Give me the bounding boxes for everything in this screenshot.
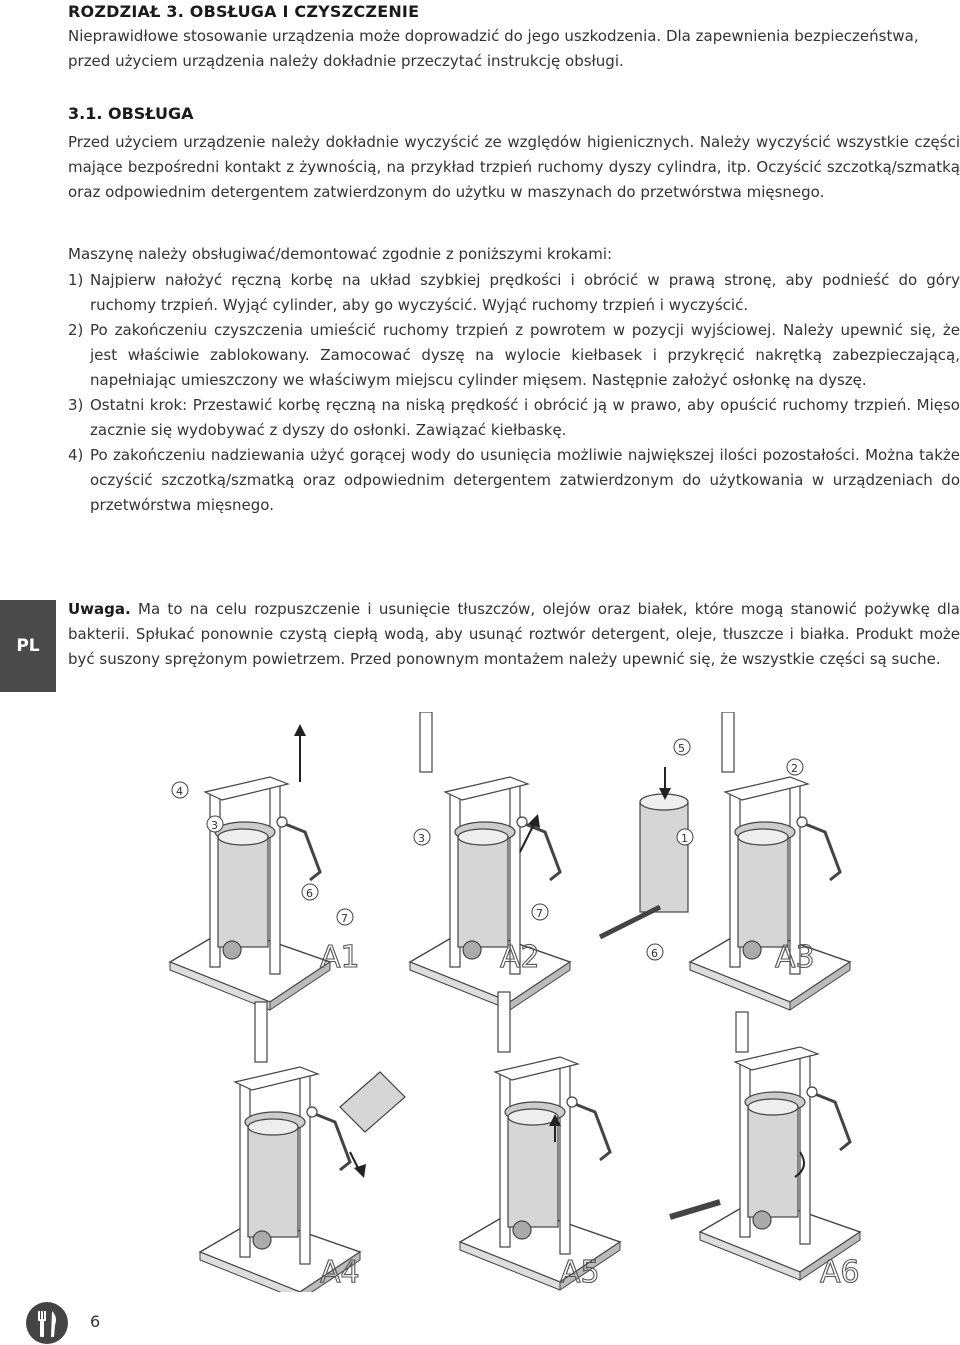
step-item: [68, 318, 960, 393]
figure-a3: [600, 712, 850, 1010]
svg-text:3: 3: [418, 832, 425, 845]
step-text: Po zakończeniu czyszczenia umieścić ruchomy trzpień z powrotem w pozycji wyjściowej. Należy upewnić się, że jest właściwie zablokowany. Zamocować dyszę na wylocie kiełbasek i przykręcić nakrętką zabezpieczającą, napełniając umieszczony we właściwym miejscu cylinder mięsem. Następnie założyć osłonkę na dyszę.: [90, 321, 960, 389]
note-paragraph: [68, 597, 960, 672]
figures-illustration: [160, 712, 950, 1292]
figure-label: A4: [320, 1255, 360, 1290]
figure-a6: [670, 1012, 860, 1290]
language-tab: PL: [0, 600, 56, 692]
section-paragraph: Przed użyciem urządzenie należy dokładnie wyczyścić ze względów higienicznych. Należy wyczyścić wszystkie części mające bezpośredni kontakt z żywnością, na przykład trzpień ruchomy dyszy cylindra, itp. Oczyścić szczotką/szmatką oraz odpowiednim detergentem zatwierdzonym do użytku w maszynach do przetwórstwa mięsnego.: [68, 133, 960, 201]
note-label: Uwaga.: [68, 600, 131, 618]
svg-text:7: 7: [341, 912, 348, 925]
svg-text:3: 3: [211, 819, 218, 832]
svg-text:4: 4: [176, 785, 183, 798]
figure-label: A6: [820, 1255, 860, 1290]
step-item: [68, 393, 960, 443]
intro-paragraph: Nieprawidłowe stosowanie urządzenia może doprowadzić do jego uszkodzenia. Dla zapewnienia bezpieczeństwa, przed użyciem urządzenia należy dokładnie przeczytać instrukcję obsługi.: [68, 27, 919, 70]
step-number: 1): [68, 271, 84, 289]
step-text: Najpierw nałożyć ręczną korbę na układ szybkiej prędkości i obrócić w prawą stronę, aby podnieść do góry ruchomy trzpień. Wyjąć cylinder, aby go wyczyścić. Wyjąć ruchomy trzpień i wyczyścić.: [90, 271, 960, 314]
note-text: Ma to na celu rozpuszczenie i usunięcie tłuszczów, olejów oraz białek, które mogą stanowić pożywkę dla bakterii. Spłukać ponownie czystą ciepłą wodą, aby usunąć roztwór detergent, oleje, tłuszcze i białka. Produkt może być suszony sprężonym powietrzem. Przed ponownym montażem należy upewnić się, że wszystkie części są suche.: [68, 600, 960, 668]
step-text: Ostatni krok: Przestawić korbę ręczną na niską prędkość i obrócić ją w prawo, aby opuścić ruchomy trzpień. Mięso zacznie się wydobywać z dyszy do osłonki. Zawiązać kiełbaskę.: [90, 396, 960, 439]
step-number: 4): [68, 446, 84, 464]
cutlery-icon: [25, 1301, 69, 1345]
figure-a2: [410, 712, 570, 1010]
step-item: [68, 443, 960, 518]
svg-text:7: 7: [536, 907, 543, 920]
section-title: 3.1. OBSŁUGA: [68, 104, 194, 123]
svg-text:1: 1: [681, 832, 688, 845]
figure-a1: [170, 724, 360, 1010]
svg-text:5: 5: [678, 742, 685, 755]
figure-a4: [200, 1002, 405, 1292]
steps-list: [68, 268, 960, 518]
step-item: [68, 268, 960, 318]
svg-text:6: 6: [651, 947, 658, 960]
step-number: 2): [68, 321, 84, 339]
figure-label: A3: [775, 940, 815, 975]
step-number: 3): [68, 396, 84, 414]
step-text: Po zakończeniu nadziewania użyć gorącej wody do usunięcia możliwie największej ilości pozostałości. Można także oczyścić szczotką/szmatką oraz odpowiednim detergentem zatwierdzonym do użytkowania w urządzeniach do przetwórstwa mięsnego.: [90, 446, 960, 514]
steps-intro: Maszynę należy obsługiwać/demontować zgodnie z poniższymi krokami:: [68, 245, 613, 263]
figure-label: A2: [500, 940, 540, 975]
figure-label: A1: [320, 940, 360, 975]
figure-label: A5: [560, 1255, 600, 1290]
page-number: 6: [90, 1312, 101, 1331]
svg-text:6: 6: [306, 887, 313, 900]
chapter-title: ROZDZIAŁ 3. OBSŁUGA I CZYSZCZENIE: [68, 2, 420, 21]
svg-text:2: 2: [791, 762, 798, 775]
figure-a5: [460, 992, 620, 1290]
